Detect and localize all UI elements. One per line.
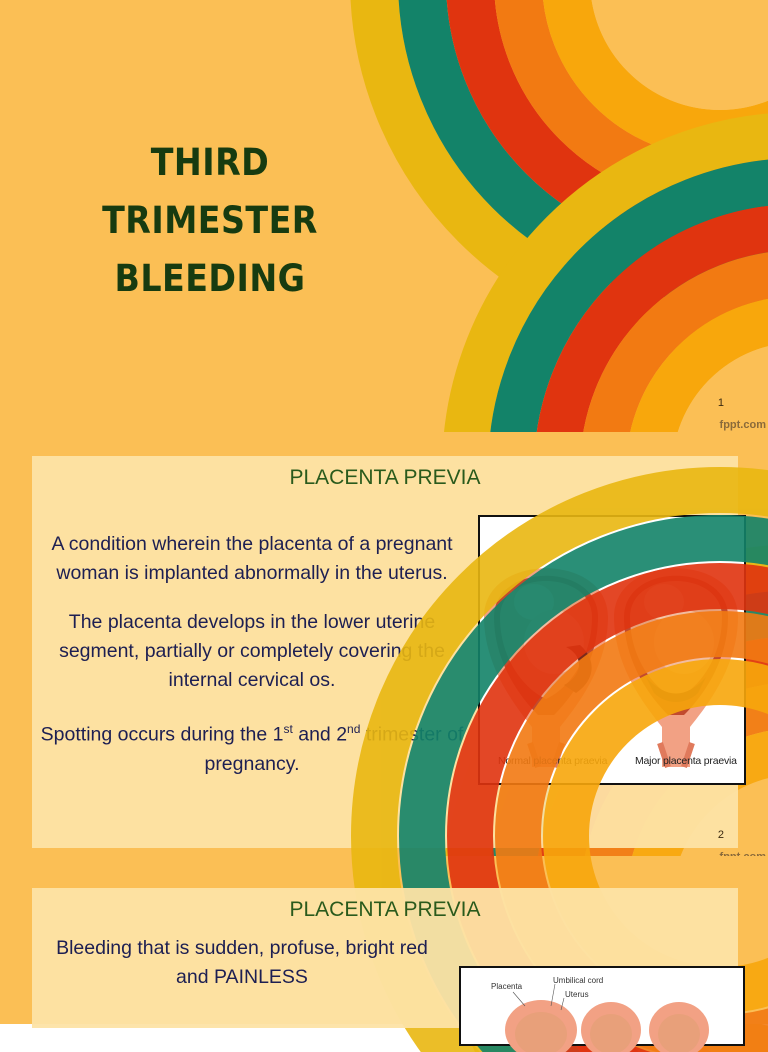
page-number: 1 [717,397,724,409]
slide-body [40,934,444,1012]
brand-watermark: fppt.com [719,419,766,431]
placenta-figure-partial [459,966,745,1046]
slide-3 [0,856,768,1024]
title-line-2: BLEEDING [114,257,306,300]
figure-caption-major: Major placenta praevia [635,755,737,767]
slide-title [39,134,381,308]
paragraph-definition: A condition wherein the placenta of a pregnant woman is implanted abnormally in the uterus. [51,533,453,584]
slide-heading: PLACENTA PREVIA [289,466,481,489]
paragraph-development: The placenta develops in the lower uterine segment, partially or completely covering the internal cervical os. [59,611,445,691]
page-number: 2 [717,829,724,841]
figure-caption-normal: Normal placenta praevia [498,755,608,767]
label-placenta: Placenta [491,982,523,991]
label-umbilical-cord: Umbilical cord [553,976,604,985]
paragraph-spotting: Spotting occurs during the 1st and 2nd trimester of pregnancy. [40,722,464,775]
slide-1 [0,0,768,432]
label-uterus: Uterus [565,990,589,999]
slide-heading: PLACENTA PREVIA [289,898,481,921]
paragraph-bleeding: Bleeding that is sudden, profuse, bright red and PAINLESS [56,937,428,988]
title-line-1: THIRD TRIMESTER [102,141,318,242]
